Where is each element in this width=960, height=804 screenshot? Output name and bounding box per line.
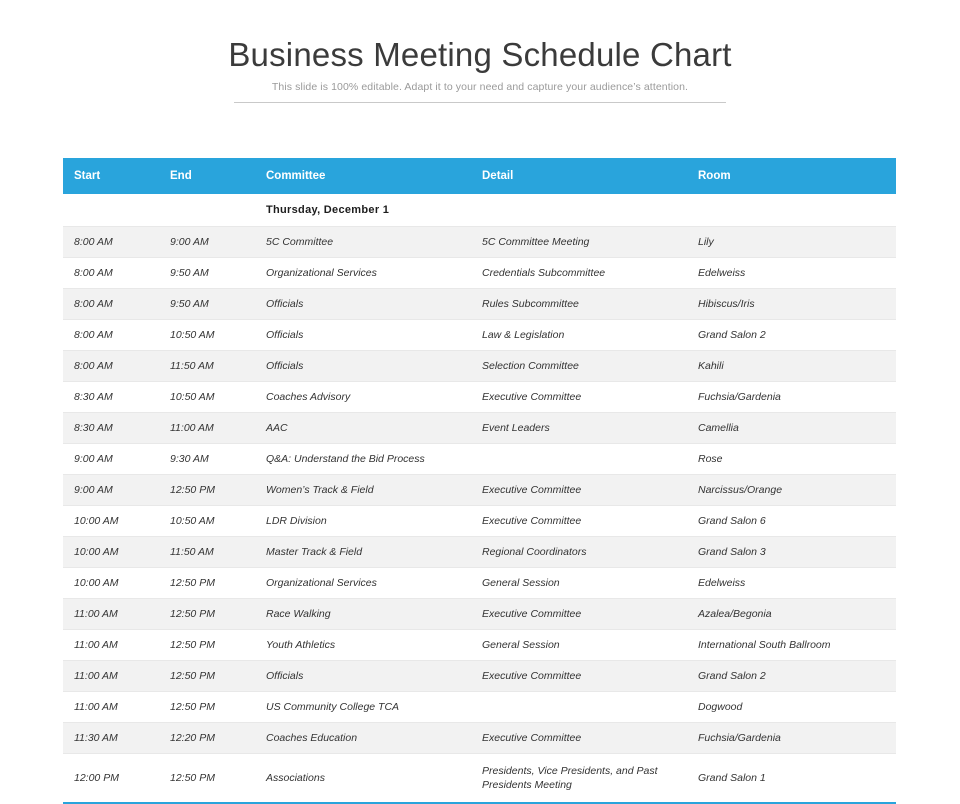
cell-room: Grand Salon 2 xyxy=(687,320,896,351)
cell-detail xyxy=(471,692,687,723)
cell-detail: Event Leaders xyxy=(471,413,687,444)
cell-start: 11:00 AM xyxy=(63,692,159,723)
day-row-cell xyxy=(687,194,896,227)
day-label: Thursday, December 1 xyxy=(255,194,471,227)
cell-end: 9:50 AM xyxy=(159,289,255,320)
cell-room: Edelweiss xyxy=(687,258,896,289)
cell-committee: Coaches Advisory xyxy=(255,382,471,413)
cell-committee: AAC xyxy=(255,413,471,444)
cell-committee: Organizational Services xyxy=(255,258,471,289)
cell-committee: Master Track & Field xyxy=(255,537,471,568)
cell-detail xyxy=(471,444,687,475)
cell-committee: Officials xyxy=(255,351,471,382)
cell-room: Grand Salon 1 xyxy=(687,754,896,804)
cell-room: Grand Salon 3 xyxy=(687,537,896,568)
cell-start: 11:00 AM xyxy=(63,599,159,630)
table-row xyxy=(63,227,896,258)
cell-detail: Presidents, Vice Presidents, and Past Presidents Meeting xyxy=(471,754,687,804)
cell-committee: Officials xyxy=(255,320,471,351)
table-header xyxy=(63,158,896,194)
cell-end: 9:30 AM xyxy=(159,444,255,475)
cell-start: 9:00 AM xyxy=(63,444,159,475)
table-day-row xyxy=(63,194,896,227)
cell-room: Narcissus/Orange xyxy=(687,475,896,506)
cell-start: 10:00 AM xyxy=(63,537,159,568)
cell-detail: Rules Subcommittee xyxy=(471,289,687,320)
cell-committee: Race Walking xyxy=(255,599,471,630)
cell-committee: 5C Committee xyxy=(255,227,471,258)
table-row xyxy=(63,754,896,804)
cell-room: Edelweiss xyxy=(687,568,896,599)
cell-end: 10:50 AM xyxy=(159,382,255,413)
cell-committee: Officials xyxy=(255,289,471,320)
column-header-room: Room xyxy=(687,158,896,194)
cell-room: Camellia xyxy=(687,413,896,444)
column-header-start: Start xyxy=(63,158,159,194)
cell-room: Grand Salon 2 xyxy=(687,661,896,692)
cell-detail: General Session xyxy=(471,568,687,599)
title-block xyxy=(0,0,960,103)
day-row-cell xyxy=(159,194,255,227)
page-title: Business Meeting Schedule Chart xyxy=(228,36,732,73)
cell-start: 9:00 AM xyxy=(63,475,159,506)
table-row xyxy=(63,289,896,320)
cell-detail: Executive Committee xyxy=(471,723,687,754)
cell-start: 11:00 AM xyxy=(63,630,159,661)
cell-committee: Associations xyxy=(255,754,471,804)
cell-detail: Selection Committee xyxy=(471,351,687,382)
cell-detail: Executive Committee xyxy=(471,382,687,413)
cell-end: 9:50 AM xyxy=(159,258,255,289)
table-row xyxy=(63,506,896,537)
table-row xyxy=(63,475,896,506)
subtitle-divider xyxy=(234,81,726,103)
cell-end: 12:50 PM xyxy=(159,475,255,506)
day-row-cell xyxy=(471,194,687,227)
cell-detail: Law & Legislation xyxy=(471,320,687,351)
table-row xyxy=(63,382,896,413)
cell-start: 8:30 AM xyxy=(63,382,159,413)
cell-room: Fuchsia/Gardenia xyxy=(687,723,896,754)
cell-detail: General Session xyxy=(471,630,687,661)
column-header-detail: Detail xyxy=(471,158,687,194)
cell-committee: Women’s Track & Field xyxy=(255,475,471,506)
cell-start: 8:00 AM xyxy=(63,289,159,320)
cell-end: 11:50 AM xyxy=(159,351,255,382)
cell-detail: Credentials Subcommittee xyxy=(471,258,687,289)
cell-start: 8:00 AM xyxy=(63,351,159,382)
cell-room: Dogwood xyxy=(687,692,896,723)
cell-room: Rose xyxy=(687,444,896,475)
cell-start: 8:00 AM xyxy=(63,227,159,258)
cell-room: Lily xyxy=(687,227,896,258)
cell-room: Kahili xyxy=(687,351,896,382)
cell-end: 12:50 PM xyxy=(159,568,255,599)
table-row xyxy=(63,258,896,289)
cell-end: 12:50 PM xyxy=(159,692,255,723)
cell-end: 11:50 AM xyxy=(159,537,255,568)
table-row xyxy=(63,413,896,444)
table-row xyxy=(63,351,896,382)
cell-detail: 5C Committee Meeting xyxy=(471,227,687,258)
cell-committee: Officials xyxy=(255,661,471,692)
cell-start: 8:00 AM xyxy=(63,258,159,289)
cell-end: 12:50 PM xyxy=(159,599,255,630)
table-row xyxy=(63,723,896,754)
cell-end: 12:50 PM xyxy=(159,754,255,804)
table-row xyxy=(63,537,896,568)
cell-room: International South Ballroom xyxy=(687,630,896,661)
column-header-committee: Committee xyxy=(255,158,471,194)
day-row-cell xyxy=(63,194,159,227)
page-subtitle: This slide is 100% editable. Adapt it to your need and capture your audience’s attention. xyxy=(271,81,689,93)
cell-committee: LDR Division xyxy=(255,506,471,537)
table-row xyxy=(63,661,896,692)
table-body xyxy=(63,194,896,803)
cell-end: 12:20 PM xyxy=(159,723,255,754)
cell-start: 10:00 AM xyxy=(63,506,159,537)
cell-room: Fuchsia/Gardenia xyxy=(687,382,896,413)
cell-committee: Youth Athletics xyxy=(255,630,471,661)
cell-committee: US Community College TCA xyxy=(255,692,471,723)
table-row xyxy=(63,568,896,599)
table-row xyxy=(63,630,896,661)
cell-room: Azalea/Begonia xyxy=(687,599,896,630)
table-row xyxy=(63,599,896,630)
table-row xyxy=(63,444,896,475)
cell-start: 11:30 AM xyxy=(63,723,159,754)
cell-detail: Executive Committee xyxy=(471,599,687,630)
cell-detail: Regional Coordinators xyxy=(471,537,687,568)
cell-start: 8:30 AM xyxy=(63,413,159,444)
cell-room: Grand Salon 6 xyxy=(687,506,896,537)
cell-room: Hibiscus/Iris xyxy=(687,289,896,320)
cell-committee: Coaches Education xyxy=(255,723,471,754)
cell-end: 12:50 PM xyxy=(159,630,255,661)
schedule-table-container xyxy=(63,158,896,804)
cell-end: 12:50 PM xyxy=(159,661,255,692)
cell-end: 9:00 AM xyxy=(159,227,255,258)
cell-start: 12:00 PM xyxy=(63,754,159,804)
column-header-end: End xyxy=(159,158,255,194)
schedule-table xyxy=(63,158,896,804)
table-row xyxy=(63,692,896,723)
cell-committee: Organizational Services xyxy=(255,568,471,599)
cell-detail: Executive Committee xyxy=(471,661,687,692)
cell-committee: Q&A: Understand the Bid Process xyxy=(255,444,471,475)
cell-start: 10:00 AM xyxy=(63,568,159,599)
cell-start: 8:00 AM xyxy=(63,320,159,351)
table-header-row xyxy=(63,158,896,194)
cell-start: 11:00 AM xyxy=(63,661,159,692)
cell-end: 10:50 AM xyxy=(159,320,255,351)
cell-end: 10:50 AM xyxy=(159,506,255,537)
cell-detail: Executive Committee xyxy=(471,506,687,537)
cell-end: 11:00 AM xyxy=(159,413,255,444)
table-row xyxy=(63,320,896,351)
cell-detail: Executive Committee xyxy=(471,475,687,506)
